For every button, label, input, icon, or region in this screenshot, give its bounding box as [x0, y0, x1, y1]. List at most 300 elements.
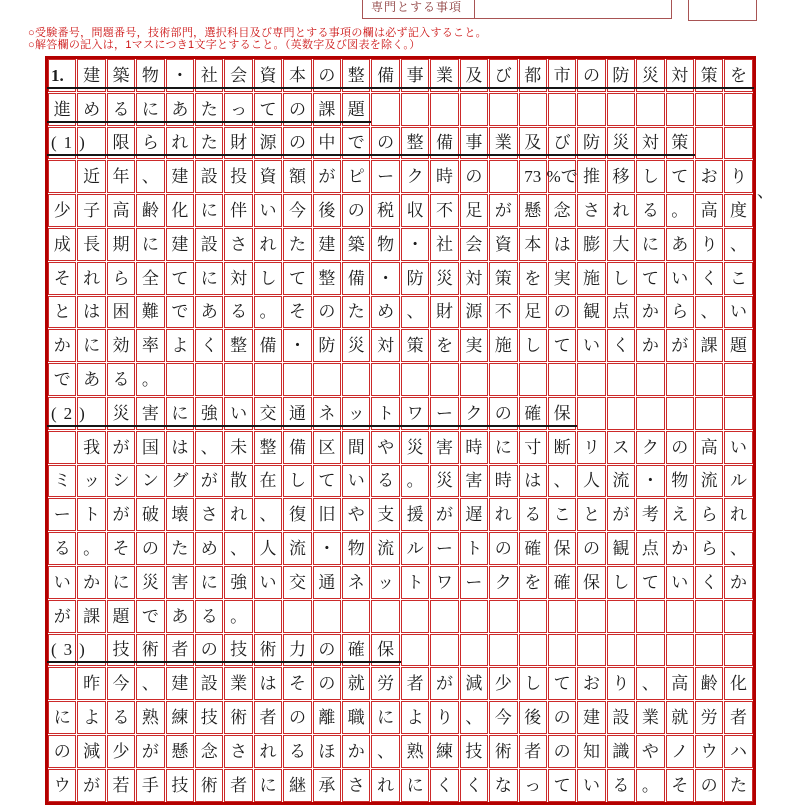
grid-cell-char: て — [171, 268, 189, 288]
grid-cell — [519, 431, 547, 464]
grid-cell-char: れ — [83, 268, 101, 288]
grid-cell — [548, 363, 576, 396]
grid-cell — [136, 93, 164, 126]
grid-cell — [607, 296, 635, 329]
grid-cell-char: ー — [465, 572, 483, 592]
grid-cell-char: 時 — [465, 437, 483, 457]
grid-cell-char: ッ — [377, 572, 395, 592]
grid-cell — [460, 160, 488, 193]
grid-cell — [224, 431, 252, 464]
grid-cell-char: の — [318, 640, 336, 660]
grid-cell-char: 近 — [83, 167, 101, 187]
grid-cell — [460, 498, 488, 531]
grid-cell-char: 題 — [347, 99, 365, 119]
grid-cell — [636, 59, 664, 92]
grid-cell-char: 識 — [612, 741, 630, 761]
grid-cell-char: 策 — [494, 268, 512, 288]
grid-cell-char: 練 — [435, 741, 453, 761]
grid-cell — [254, 59, 282, 92]
grid-cell-char: の — [377, 133, 395, 153]
grid-cell — [107, 194, 135, 227]
grid-cell — [371, 397, 399, 430]
grid-cell — [371, 735, 399, 768]
instruction-note-1: ○受験番号，問題番号，技術部門，選択科目及び専門とする事項の欄は必ず記入すること。 — [28, 27, 487, 39]
grid-cell — [460, 634, 488, 667]
grid-cell — [666, 701, 694, 734]
grid-cell-char: が — [200, 471, 218, 491]
grid-cell — [48, 296, 76, 329]
grid-cell — [401, 431, 429, 464]
grid-cell-char: 期 — [112, 234, 130, 254]
grid-cell-char: 額 — [288, 167, 306, 187]
grid-cell — [342, 465, 370, 498]
grid-cell-char: 対 — [465, 268, 483, 288]
grid-cell-char: 技 — [465, 741, 483, 761]
answer-grid-frame — [45, 56, 774, 805]
grid-cell — [224, 296, 252, 329]
grid-cell-char: 防 — [406, 268, 424, 288]
grid-cell-char: 間 — [347, 437, 365, 457]
grid-cell — [724, 634, 752, 667]
grid-cell — [460, 566, 488, 599]
grid-cell-char: 齢 — [700, 674, 718, 694]
grid-cell — [724, 498, 752, 531]
grid-cell — [313, 566, 341, 599]
grid-cell — [460, 735, 488, 768]
grid-cell — [136, 160, 164, 193]
grid-cell — [195, 465, 223, 498]
grid-cell-char: 術 — [230, 708, 248, 728]
grid-cell-char: 流 — [288, 539, 306, 559]
grid-cell-char: 築 — [347, 234, 365, 254]
grid-cell — [607, 160, 635, 193]
grid-cell — [695, 566, 723, 599]
grid-cell-char: て — [641, 268, 659, 288]
grid-cell-char: ル — [730, 471, 748, 491]
grid-cell-char: 国 — [141, 437, 159, 457]
grid-cell — [195, 59, 223, 92]
grid-cell-char: ス — [612, 437, 630, 457]
grid-cell — [460, 701, 488, 734]
grid-cell — [166, 127, 194, 160]
grid-cell — [342, 634, 370, 667]
grid-cell-char: 成 — [53, 234, 71, 254]
grid-cell — [577, 667, 605, 700]
grid-cell-char: 都 — [524, 65, 542, 85]
grid-cell-char: に — [494, 437, 512, 457]
grid-cell — [313, 296, 341, 329]
grid-cell — [371, 634, 399, 667]
grid-cell — [636, 566, 664, 599]
grid-cell-char: 子 — [83, 201, 101, 221]
grid-cell — [577, 160, 605, 193]
grid-cell-char: 後 — [318, 201, 336, 221]
grid-cell-char: シ — [112, 471, 130, 491]
grid-cell-char: い — [347, 471, 365, 491]
grid-cell — [577, 194, 605, 227]
grid-cell — [283, 769, 311, 802]
grid-cell — [224, 194, 252, 227]
grid-cell — [636, 194, 664, 227]
grid-cell — [489, 532, 517, 565]
grid-cell — [724, 59, 752, 92]
grid-cell — [724, 566, 752, 599]
grid-cell-char: ト — [406, 572, 424, 592]
grid-cell — [136, 701, 164, 734]
grid-cell — [342, 701, 370, 734]
grid-cell-char: て — [288, 268, 306, 288]
grid-cell-char: 流 — [700, 471, 718, 491]
grid-cell-char: め — [377, 302, 395, 322]
grid-cell-char: に — [83, 336, 101, 356]
grid-cell — [430, 59, 458, 92]
grid-cell — [695, 769, 723, 802]
grid-cell — [401, 667, 429, 700]
grid-cell-char: 備 — [435, 133, 453, 153]
grid-cell-char: る — [112, 99, 130, 119]
grid-cell — [224, 600, 252, 633]
grid-cell-char: 、 — [553, 471, 571, 491]
grid-cell-char: 散 — [230, 471, 248, 491]
grid-cell-char: が — [53, 606, 71, 626]
grid-cell-char: 継 — [288, 775, 306, 795]
grid-cell — [519, 363, 547, 396]
grid-cell-char: 物 — [377, 234, 395, 254]
grid-cell-char: 物 — [671, 471, 689, 491]
grid-cell-char: て — [553, 674, 571, 694]
grid-cell-char: の — [288, 99, 306, 119]
grid-cell — [224, 160, 252, 193]
grid-cell — [48, 59, 76, 92]
grid-cell — [519, 160, 547, 193]
grid-cell — [166, 600, 194, 633]
grid-cell-char: そ — [288, 302, 306, 322]
grid-cell-char: る — [288, 741, 306, 761]
grid-cell — [313, 397, 341, 430]
grid-cell — [48, 465, 76, 498]
grid-cell-char: ミ — [53, 471, 71, 491]
grid-cell — [430, 735, 458, 768]
grid-cell — [666, 769, 694, 802]
grid-cell-char: 本 — [524, 234, 542, 254]
grid-cell-char: リ — [583, 437, 601, 457]
grid-cell — [607, 498, 635, 531]
grid-cell-char: 練 — [171, 708, 189, 728]
grid-cell — [607, 363, 635, 396]
grid-cell-char: ク — [494, 572, 512, 592]
grid-cell-char: く — [465, 775, 483, 795]
grid-cell-char: ク — [641, 437, 659, 457]
grid-cell-char: 困 — [112, 302, 130, 322]
grid-cell — [548, 93, 576, 126]
grid-cell-char: に — [141, 234, 159, 254]
grid-cell — [489, 498, 517, 531]
grid-cell — [77, 194, 105, 227]
grid-cell-char: 設 — [200, 234, 218, 254]
grid-cell-char: い — [730, 302, 748, 322]
grid-cell — [666, 262, 694, 295]
grid-cell — [77, 329, 105, 362]
grid-cell — [107, 465, 135, 498]
grid-cell — [666, 296, 694, 329]
grid-cell-char: と — [53, 302, 71, 322]
grid-cell-char: し — [259, 268, 277, 288]
grid-cell — [519, 600, 547, 633]
grid-cell — [313, 600, 341, 633]
grid-cell — [460, 296, 488, 329]
grid-cell — [666, 465, 694, 498]
grid-cell — [607, 532, 635, 565]
grid-cell — [401, 262, 429, 295]
grid-cell-char: 若 — [112, 775, 130, 795]
grid-cell — [489, 634, 517, 667]
grid-cell — [195, 127, 223, 160]
grid-cell-char: 寸 — [524, 437, 542, 457]
grid-cell-char: の — [553, 741, 571, 761]
grid-cell — [77, 701, 105, 734]
grid-cell-char: 。 — [259, 302, 277, 322]
grid-cell-char: た — [288, 234, 306, 254]
grid-cell — [166, 769, 194, 802]
grid-cell-char: 整 — [259, 437, 277, 457]
grid-cell — [460, 397, 488, 430]
grid-cell-char: 念 — [553, 201, 571, 221]
grid-cell — [224, 59, 252, 92]
grid-cell-char: た — [347, 302, 365, 322]
grid-cell — [666, 363, 694, 396]
grid-cell-char: 労 — [377, 674, 395, 694]
grid-cell — [283, 735, 311, 768]
grid-cell-char: 社 — [200, 65, 218, 85]
grid-cell — [195, 160, 223, 193]
grid-cell — [166, 701, 194, 734]
grid-cell — [283, 566, 311, 599]
grid-cell-char: ル — [406, 539, 424, 559]
grid-cell — [166, 566, 194, 599]
grid-cell-char: 就 — [347, 674, 365, 694]
grid-cell — [489, 194, 517, 227]
grid-cell — [77, 228, 105, 261]
grid-cell — [254, 532, 282, 565]
grid-cell — [607, 397, 635, 430]
grid-cell — [371, 532, 399, 565]
grid-cell-char: り — [612, 674, 630, 694]
grid-cell — [695, 397, 723, 430]
grid-cell-char: 備 — [259, 336, 277, 356]
grid-cell-char: 財 — [435, 302, 453, 322]
grid-cell — [548, 498, 576, 531]
grid-cell — [519, 532, 547, 565]
grid-cell — [166, 431, 194, 464]
grid-cell — [636, 498, 664, 531]
grid-cell-char: 。 — [641, 775, 659, 795]
grid-cell-char: ら — [671, 302, 689, 322]
grid-cell-char: 我 — [83, 437, 101, 457]
grid-cell — [195, 296, 223, 329]
grid-cell — [548, 735, 576, 768]
grid-cell — [666, 127, 694, 160]
grid-cell — [695, 296, 723, 329]
grid-cell — [636, 262, 664, 295]
grid-cell-char: 保 — [553, 403, 571, 423]
grid-cell — [224, 769, 252, 802]
grid-cell-char: れ — [230, 505, 248, 525]
grid-cell-char: め — [200, 539, 218, 559]
grid-cell — [107, 498, 135, 531]
grid-cell — [548, 228, 576, 261]
grid-cell — [283, 600, 311, 633]
grid-cell — [519, 397, 547, 430]
grid-cell — [695, 93, 723, 126]
grid-cell-char: の — [553, 302, 571, 322]
grid-cell-char: 課 — [83, 606, 101, 626]
grid-cell-char: 、 — [377, 741, 395, 761]
grid-cell-char: 断 — [553, 437, 571, 457]
grid-cell-char: 建 — [171, 234, 189, 254]
specialty-field-box — [362, 0, 672, 19]
grid-cell — [489, 566, 517, 599]
grid-cell-char: に — [53, 708, 71, 728]
grid-cell-char: る — [524, 505, 542, 525]
grid-cell-char: 減 — [83, 741, 101, 761]
grid-cell-char: い — [259, 201, 277, 221]
grid-cell-char: は — [171, 437, 189, 457]
grid-cell — [724, 363, 752, 396]
grid-cell-char: 術 — [200, 775, 218, 795]
grid-cell-char: 実 — [553, 268, 571, 288]
grid-cell — [342, 363, 370, 396]
grid-cell-char: た — [171, 539, 189, 559]
grid-cell-char: か — [53, 336, 71, 356]
grid-cell — [695, 59, 723, 92]
grid-cell — [666, 194, 694, 227]
grid-cell-char: 災 — [141, 572, 159, 592]
grid-cell-char: 通 — [318, 572, 336, 592]
grid-cell — [283, 194, 311, 227]
specialty-field-label: 専門とする事項 — [363, 0, 475, 18]
grid-cell — [254, 363, 282, 396]
grid-cell — [430, 465, 458, 498]
grid-cell-char: 技 — [200, 708, 218, 728]
grid-cell — [48, 532, 76, 565]
grid-cell — [519, 735, 547, 768]
grid-cell — [48, 228, 76, 261]
grid-cell-char: れ — [171, 133, 189, 153]
grid-cell — [401, 329, 429, 362]
grid-cell-char: 業 — [641, 708, 659, 728]
grid-cell — [430, 127, 458, 160]
grid-cell — [371, 600, 399, 633]
grid-cell-char: 源 — [465, 302, 483, 322]
grid-cell-char: 整 — [347, 65, 365, 85]
grid-cell-char: 防 — [612, 65, 630, 85]
grid-cell-char: 化 — [171, 201, 189, 221]
grid-cell — [371, 93, 399, 126]
grid-cell-char: 災 — [612, 133, 630, 153]
grid-cell-char: い — [583, 775, 601, 795]
grid-cell-char: 収 — [406, 201, 424, 221]
grid-cell — [577, 566, 605, 599]
grid-cell-char: は — [524, 471, 542, 491]
grid-cell-char: 労 — [700, 708, 718, 728]
grid-cell-char: %で — [546, 167, 578, 187]
grid-cell — [724, 262, 752, 295]
grid-cell — [607, 735, 635, 768]
grid-cell-char: 術 — [141, 640, 159, 660]
grid-cell — [460, 769, 488, 802]
grid-cell — [401, 296, 429, 329]
grid-cell-char: ー — [53, 505, 71, 525]
grid-cell — [107, 431, 135, 464]
grid-cell — [342, 397, 370, 430]
grid-cell — [636, 363, 664, 396]
grid-cell — [342, 600, 370, 633]
grid-cell-char: 者 — [524, 741, 542, 761]
grid-cell — [77, 363, 105, 396]
grid-cell-char: に — [200, 201, 218, 221]
grid-cell-char: の — [288, 133, 306, 153]
grid-cell-char: ウ — [700, 741, 718, 761]
grid-cell — [166, 397, 194, 430]
grid-cell — [77, 465, 105, 498]
grid-cell-char: 会 — [465, 234, 483, 254]
grid-cell-char: 、 — [406, 302, 424, 322]
grid-cell — [107, 701, 135, 734]
grid-cell-char: た — [730, 775, 748, 795]
grid-cell-char: ワ — [406, 403, 424, 423]
grid-cell — [695, 465, 723, 498]
grid-cell-char: の — [318, 65, 336, 85]
grid-cell — [577, 465, 605, 498]
grid-cell — [636, 769, 664, 802]
grid-cell — [195, 566, 223, 599]
grid-cell — [136, 735, 164, 768]
grid-cell — [724, 329, 752, 362]
grid-cell-char: そ — [53, 268, 71, 288]
grid-cell-char: 離 — [318, 708, 336, 728]
grid-cell-char: さ — [230, 234, 248, 254]
grid-cell — [724, 532, 752, 565]
grid-cell — [401, 363, 429, 396]
grid-cell-char: ッ — [347, 403, 365, 423]
grid-cell — [636, 431, 664, 464]
grid-cell — [430, 667, 458, 700]
grid-cell-char: 、 — [730, 539, 748, 559]
grid-cell — [254, 634, 282, 667]
grid-cell-char: そ — [288, 674, 306, 694]
grid-cell-char: 破 — [141, 505, 159, 525]
grid-cell — [460, 59, 488, 92]
grid-cell — [48, 498, 76, 531]
grid-cell — [136, 194, 164, 227]
grid-cell — [195, 431, 223, 464]
grid-cell-char: る — [230, 302, 248, 322]
grid-cell-char: が — [612, 505, 630, 525]
grid-cell-char: 73 — [524, 167, 542, 187]
grid-cell-char: り — [435, 708, 453, 728]
grid-cell — [666, 59, 694, 92]
grid-cell-char: れ — [259, 234, 277, 254]
grid-cell-char: 業 — [435, 65, 453, 85]
grid-cell — [695, 127, 723, 160]
grid-cell — [254, 566, 282, 599]
grid-cell-char: に — [200, 268, 218, 288]
grid-cell — [666, 634, 694, 667]
grid-cell — [48, 634, 92, 667]
grid-cell — [313, 127, 341, 160]
grid-cell-char: 念 — [200, 741, 218, 761]
grid-cell-char: て — [553, 336, 571, 356]
